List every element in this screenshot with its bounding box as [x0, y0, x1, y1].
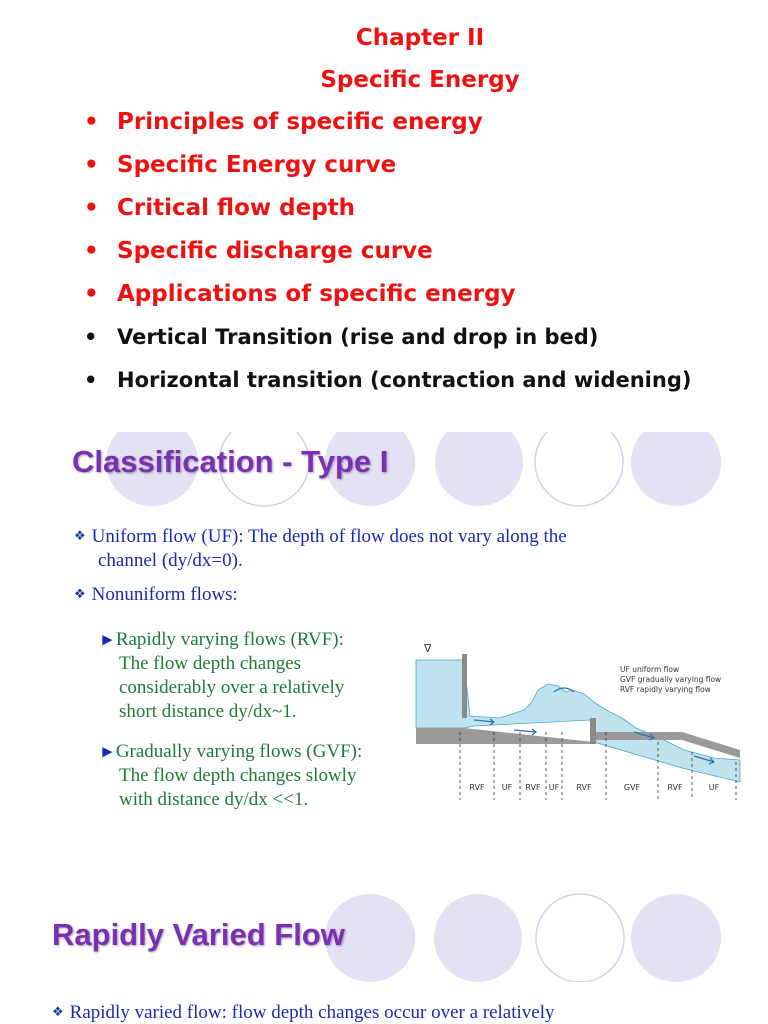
gvf-paragraph	[99, 740, 409, 812]
topic-text: Vertical Transition (rise and drop in bed)	[117, 325, 599, 349]
flow-classification-diagram	[414, 632, 744, 800]
bullet-icon: •	[84, 281, 99, 307]
nonuniform-paragraph	[74, 582, 238, 607]
legend-entry: GVF gradually varying flow	[620, 675, 722, 684]
reservoir-wall	[462, 654, 467, 718]
uniform-text-1: Uniform flow (UF): The depth of flow does not vary along the	[91, 526, 567, 547]
bullet-icon: •	[84, 195, 99, 221]
drop-structure	[590, 718, 596, 744]
zone-label: UF	[501, 783, 513, 792]
water-surface-symbol-icon: ∇	[424, 642, 432, 655]
gvf-text-2: The flow depth changes slowly	[119, 765, 357, 786]
gvf-text-1: Gradually varying flows (GVF):	[115, 741, 363, 762]
zone-label: RVF	[469, 783, 485, 792]
slide-title: Rapidly Varied Flow	[52, 917, 345, 952]
zone-label: RVF	[667, 783, 683, 792]
circle-decoration	[434, 894, 522, 982]
topic-text: Critical flow depth	[117, 195, 356, 221]
circle-decoration	[535, 432, 623, 506]
uniform-flow-paragraph	[74, 524, 674, 573]
circle-decoration	[631, 894, 721, 982]
rvf-text-2: The flow depth changes	[119, 653, 302, 674]
uniform-text-2: channel (dy/dx=0).	[98, 550, 243, 571]
diamond-bullet-icon: ❖	[52, 1004, 64, 1019]
topic-text: Applications of specific energy	[117, 281, 516, 307]
gvf-text-3: with distance dy/dx <<1.	[119, 789, 309, 810]
bullet-icon: •	[84, 368, 98, 392]
chapter-title: Chapter II	[355, 25, 485, 51]
zone-label: UF	[708, 783, 720, 792]
rvf-text-3: considerably over a relatively	[119, 677, 345, 698]
topic-text: Horizontal transition (contraction and widening)	[117, 368, 692, 392]
circle-decoration	[536, 894, 624, 982]
topic-text: Principles of specific energy	[117, 109, 483, 135]
rvf-definition-text: Rapidly varied flow: flow depth changes occur over a relatively	[69, 1002, 555, 1023]
zone-label: GVF	[623, 783, 641, 792]
bullet-icon: •	[84, 152, 99, 178]
circle-decoration	[631, 432, 721, 506]
zone-label: UF	[548, 783, 560, 792]
rvf-paragraph	[99, 628, 409, 724]
rvf-definition	[52, 1000, 555, 1024]
bullet-icon: •	[84, 109, 99, 135]
rvf-text-1: Rapidly varying flows (RVF):	[115, 629, 344, 650]
nonuniform-text: Nonuniform flows:	[91, 584, 238, 605]
channel-bed	[416, 728, 594, 744]
zone-label: RVF	[576, 783, 592, 792]
classification-slide	[0, 432, 768, 844]
chapter-slide	[0, 0, 768, 412]
diamond-bullet-icon: ❖	[74, 528, 86, 543]
legend-entry: UF uniform flow	[620, 665, 680, 674]
topic-text: Specific Energy curve	[117, 152, 397, 178]
triangle-bullet-icon: ►	[99, 742, 116, 761]
rapidly-varied-flow-slide	[0, 892, 768, 1024]
chapter-subtitle: Specific Energy	[320, 67, 520, 93]
diamond-bullet-icon: ❖	[74, 586, 86, 601]
rvf-text-4: short distance dy/dx~1.	[119, 701, 297, 722]
zone-label: RVF	[525, 783, 541, 792]
bullet-icon: •	[84, 238, 99, 264]
triangle-bullet-icon: ►	[99, 630, 116, 649]
slide-title: Classification - Type I	[72, 444, 389, 479]
legend-entry: RVF rapidly varying flow	[620, 685, 711, 694]
bullet-icon: •	[84, 325, 98, 349]
topic-text: Specific discharge curve	[117, 238, 433, 264]
circle-decoration	[435, 432, 523, 506]
